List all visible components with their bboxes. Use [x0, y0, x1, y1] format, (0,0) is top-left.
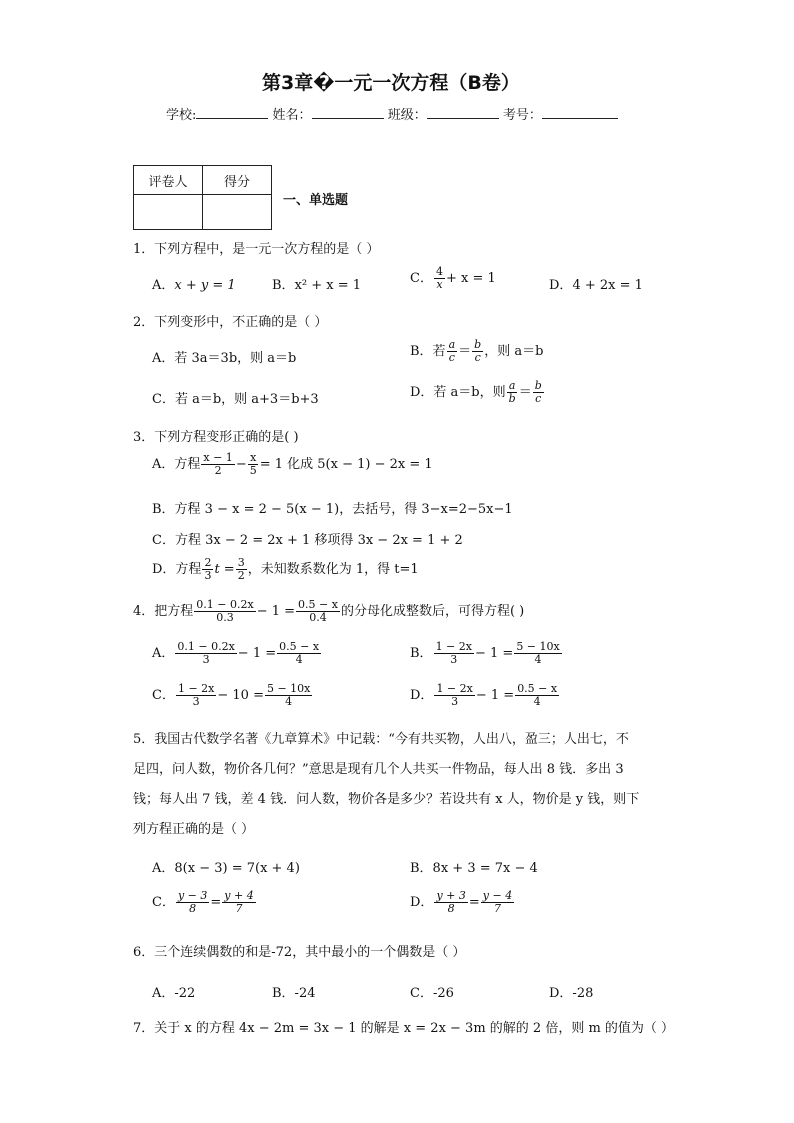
- q1-option-c[interactable]: [410, 266, 496, 291]
- q5-d-frac2: $\frac{y - 4}{7}$: [482, 889, 513, 915]
- q5-c-frac1: $\frac{y - 3}{8}$: [177, 889, 208, 915]
- q2-option-c[interactable]: C．若 a＝b，则 a+3＝b+3: [152, 392, 319, 407]
- q3-d-frac1: $\frac{2}{3}$: [204, 556, 212, 582]
- info-line: [166, 104, 618, 123]
- q1-b-expr: x² + x = 1: [294, 278, 362, 293]
- q2-option-a[interactable]: A．若 3a＝3b，则 a＝b: [152, 351, 297, 366]
- q5-d-mid: =: [468, 895, 480, 910]
- score-table: [133, 165, 272, 230]
- q4-stem-pre: 4．把方程: [133, 604, 194, 619]
- q4-c-pre: C．: [152, 688, 175, 703]
- q4-stem-mid: − 1 =: [256, 604, 296, 619]
- q6-option-a[interactable]: A．-22: [152, 986, 196, 1001]
- question-5-line-4: 列方程正确的是（ ）: [133, 822, 255, 837]
- q1-d-expr: 4 + 2x = 1: [572, 278, 643, 293]
- school-label: 学校:: [166, 108, 197, 123]
- q2-b-post: ，则 a＝b: [484, 344, 544, 359]
- q4-b-frac2: $\frac{5 - 10x}{4}$: [516, 640, 560, 666]
- school-blank[interactable]: [196, 105, 268, 119]
- q2-b-frac2: $\frac{b}{c}$: [474, 338, 482, 364]
- question-6-stem: 6．三个连续偶数的和是-72，其中最小的一个偶数是（ ）: [133, 945, 466, 960]
- q1-option-b[interactable]: [272, 274, 361, 293]
- q3-a-frac1: $\frac{x - 1}{2}$: [203, 451, 233, 477]
- name-label: 姓名：: [272, 108, 312, 123]
- q5-c-frac2: $\frac{y + 4}{7}$: [224, 889, 254, 915]
- q4-a-frac1: $\frac{0.1 - 0.2x}{3}$: [177, 640, 235, 666]
- question-4-stem: [133, 599, 524, 624]
- q4-d-frac2: $\frac{0.5 - x}{4}$: [517, 682, 558, 708]
- q6-option-d[interactable]: D．-28: [549, 986, 594, 1001]
- q2-d-eq: ＝: [518, 385, 532, 400]
- q2-option-b[interactable]: [410, 339, 543, 364]
- q1-c-label: C．: [410, 271, 433, 286]
- q4-a-mid: − 1 =: [237, 646, 277, 661]
- q2-b-frac1: $\frac{a}{c}$: [448, 338, 456, 364]
- q3-a-pre: A．方程: [152, 457, 201, 472]
- q3-option-b[interactable]: B．方程 3 − x = 2 − 5(x − 1)，去括号，得 3−x=2−5x−1: [152, 502, 513, 517]
- q4-option-b[interactable]: [410, 641, 563, 666]
- q1-b-label: B．: [272, 278, 295, 293]
- q4-c-frac2: $\frac{5 - 10x}{4}$: [266, 682, 311, 708]
- question-5-line-1: 5．我国古代数学名著《九章算术》中记载：“今有共买物，人出八，盈三；人出七，不: [133, 732, 629, 747]
- q3-a-mid: −: [235, 457, 247, 472]
- q1-option-a[interactable]: [152, 274, 236, 293]
- q1-option-d[interactable]: [549, 274, 643, 293]
- q4-option-c[interactable]: [152, 683, 313, 708]
- q2-option-d[interactable]: [410, 380, 545, 405]
- q4-c-frac1: $\frac{1 - 2x}{3}$: [177, 682, 215, 708]
- section-title: 一、单选题: [283, 193, 349, 208]
- question-5-line-3: 钱；每人出 7 钱，差 4 钱．问人数，物价各是多少？若设共有 x 人，物价是 y 钱，则下: [133, 792, 640, 807]
- q3-option-d[interactable]: [152, 557, 419, 582]
- q3-d-frac2: $\frac{3}{2}$: [237, 556, 245, 582]
- q4-b-frac1: $\frac{1 - 2x}{3}$: [435, 640, 472, 666]
- q3-d-mid: t =: [214, 562, 235, 577]
- q2-d-frac1: $\frac{a}{b}$: [508, 379, 516, 405]
- q4-d-pre: D．: [410, 688, 434, 703]
- q4-stem-frac2: $\frac{0.5 - x}{0.4}$: [298, 598, 338, 624]
- q1-a-label: A．: [152, 278, 175, 293]
- score-header: 得分: [203, 166, 272, 195]
- question-2-stem: 2．下列变形中，不正确的是（ ）: [133, 315, 328, 330]
- question-1-stem: 1．下列方程中，是一元一次方程的是（ ）: [133, 242, 380, 257]
- q5-option-b[interactable]: B．8x + 3 = 7x − 4: [410, 861, 538, 876]
- q4-b-pre: B．: [410, 646, 433, 661]
- q3-d-post: ，未知数系数化为 1，得 t=1: [247, 562, 419, 577]
- q4-option-a[interactable]: [152, 641, 322, 666]
- q4-c-mid: − 10 =: [217, 688, 264, 703]
- q4-stem-post: 的分母化成整数后，可得方程( ): [340, 604, 525, 619]
- q5-option-d[interactable]: [410, 890, 515, 915]
- q4-d-mid: − 1 =: [475, 688, 515, 703]
- q4-b-mid: − 1 =: [474, 646, 514, 661]
- score-cell[interactable]: [203, 195, 272, 230]
- q3-option-c[interactable]: C．方程 3x − 2 = 2x + 1 移项得 3x − 2x = 1 + 2: [152, 533, 463, 548]
- q5-option-c[interactable]: [152, 890, 257, 915]
- class-label: 班级：: [387, 108, 427, 123]
- name-blank[interactable]: [312, 105, 384, 119]
- q5-c-mid: =: [210, 895, 222, 910]
- q1-c-rest: + x = 1: [445, 271, 496, 286]
- class-blank[interactable]: [427, 105, 499, 119]
- page-title: 第3章�一元一次方程（B卷）: [262, 72, 520, 94]
- grader-cell[interactable]: [134, 195, 203, 230]
- q1-c-frac: $\frac{4}{x}$: [435, 265, 443, 291]
- q2-d-frac2: $\frac{b}{c}$: [534, 379, 542, 405]
- q3-a-post: = 1 化成 5(x − 1) − 2x = 1: [259, 457, 433, 472]
- q5-d-pre: D．: [410, 895, 434, 910]
- q6-option-b[interactable]: B．-24: [272, 986, 316, 1001]
- q3-option-a[interactable]: [152, 452, 433, 477]
- question-5-line-2: 足四，问人数，物价各几何？”意思是现有几个人共买一件物品，每人出 8 钱．多出 3: [133, 762, 624, 777]
- q3-d-pre: D．方程: [152, 562, 202, 577]
- q4-a-frac2: $\frac{0.5 - x}{4}$: [279, 640, 320, 666]
- q4-option-d[interactable]: [410, 683, 560, 708]
- q6-option-c[interactable]: C．-26: [410, 986, 454, 1001]
- q1-d-label: D．: [549, 278, 573, 293]
- grader-header: 评卷人: [134, 166, 203, 195]
- q3-a-frac2: $\frac{x}{5}$: [249, 451, 257, 477]
- q1-a-expr: x + y = 1: [174, 278, 236, 293]
- question-7-stem: 7．关于 x 的方程 4x − 2m = 3x − 1 的解是 x = 2x − 3m 的解的 2 倍，则 m 的值为（ ）: [133, 1021, 675, 1036]
- q5-option-a[interactable]: A．8(x − 3) = 7(x + 4): [152, 861, 300, 876]
- q2-d-pre: D．若 a＝b，则: [410, 385, 506, 400]
- number-blank[interactable]: [542, 105, 618, 119]
- q5-c-pre: C．: [152, 895, 175, 910]
- q5-d-frac1: $\frac{y + 3}{8}$: [436, 889, 466, 915]
- q4-a-pre: A．: [152, 646, 175, 661]
- number-label: 考号：: [502, 108, 542, 123]
- question-3-stem: 3．下列方程变形正确的是( ): [133, 430, 299, 445]
- q4-d-frac1: $\frac{1 - 2x}{3}$: [436, 682, 473, 708]
- q4-stem-frac1: $\frac{0.1 - 0.2x}{0.3}$: [196, 598, 254, 624]
- q2-b-eq: ＝: [458, 344, 472, 359]
- q2-b-pre: B．若: [410, 344, 446, 359]
